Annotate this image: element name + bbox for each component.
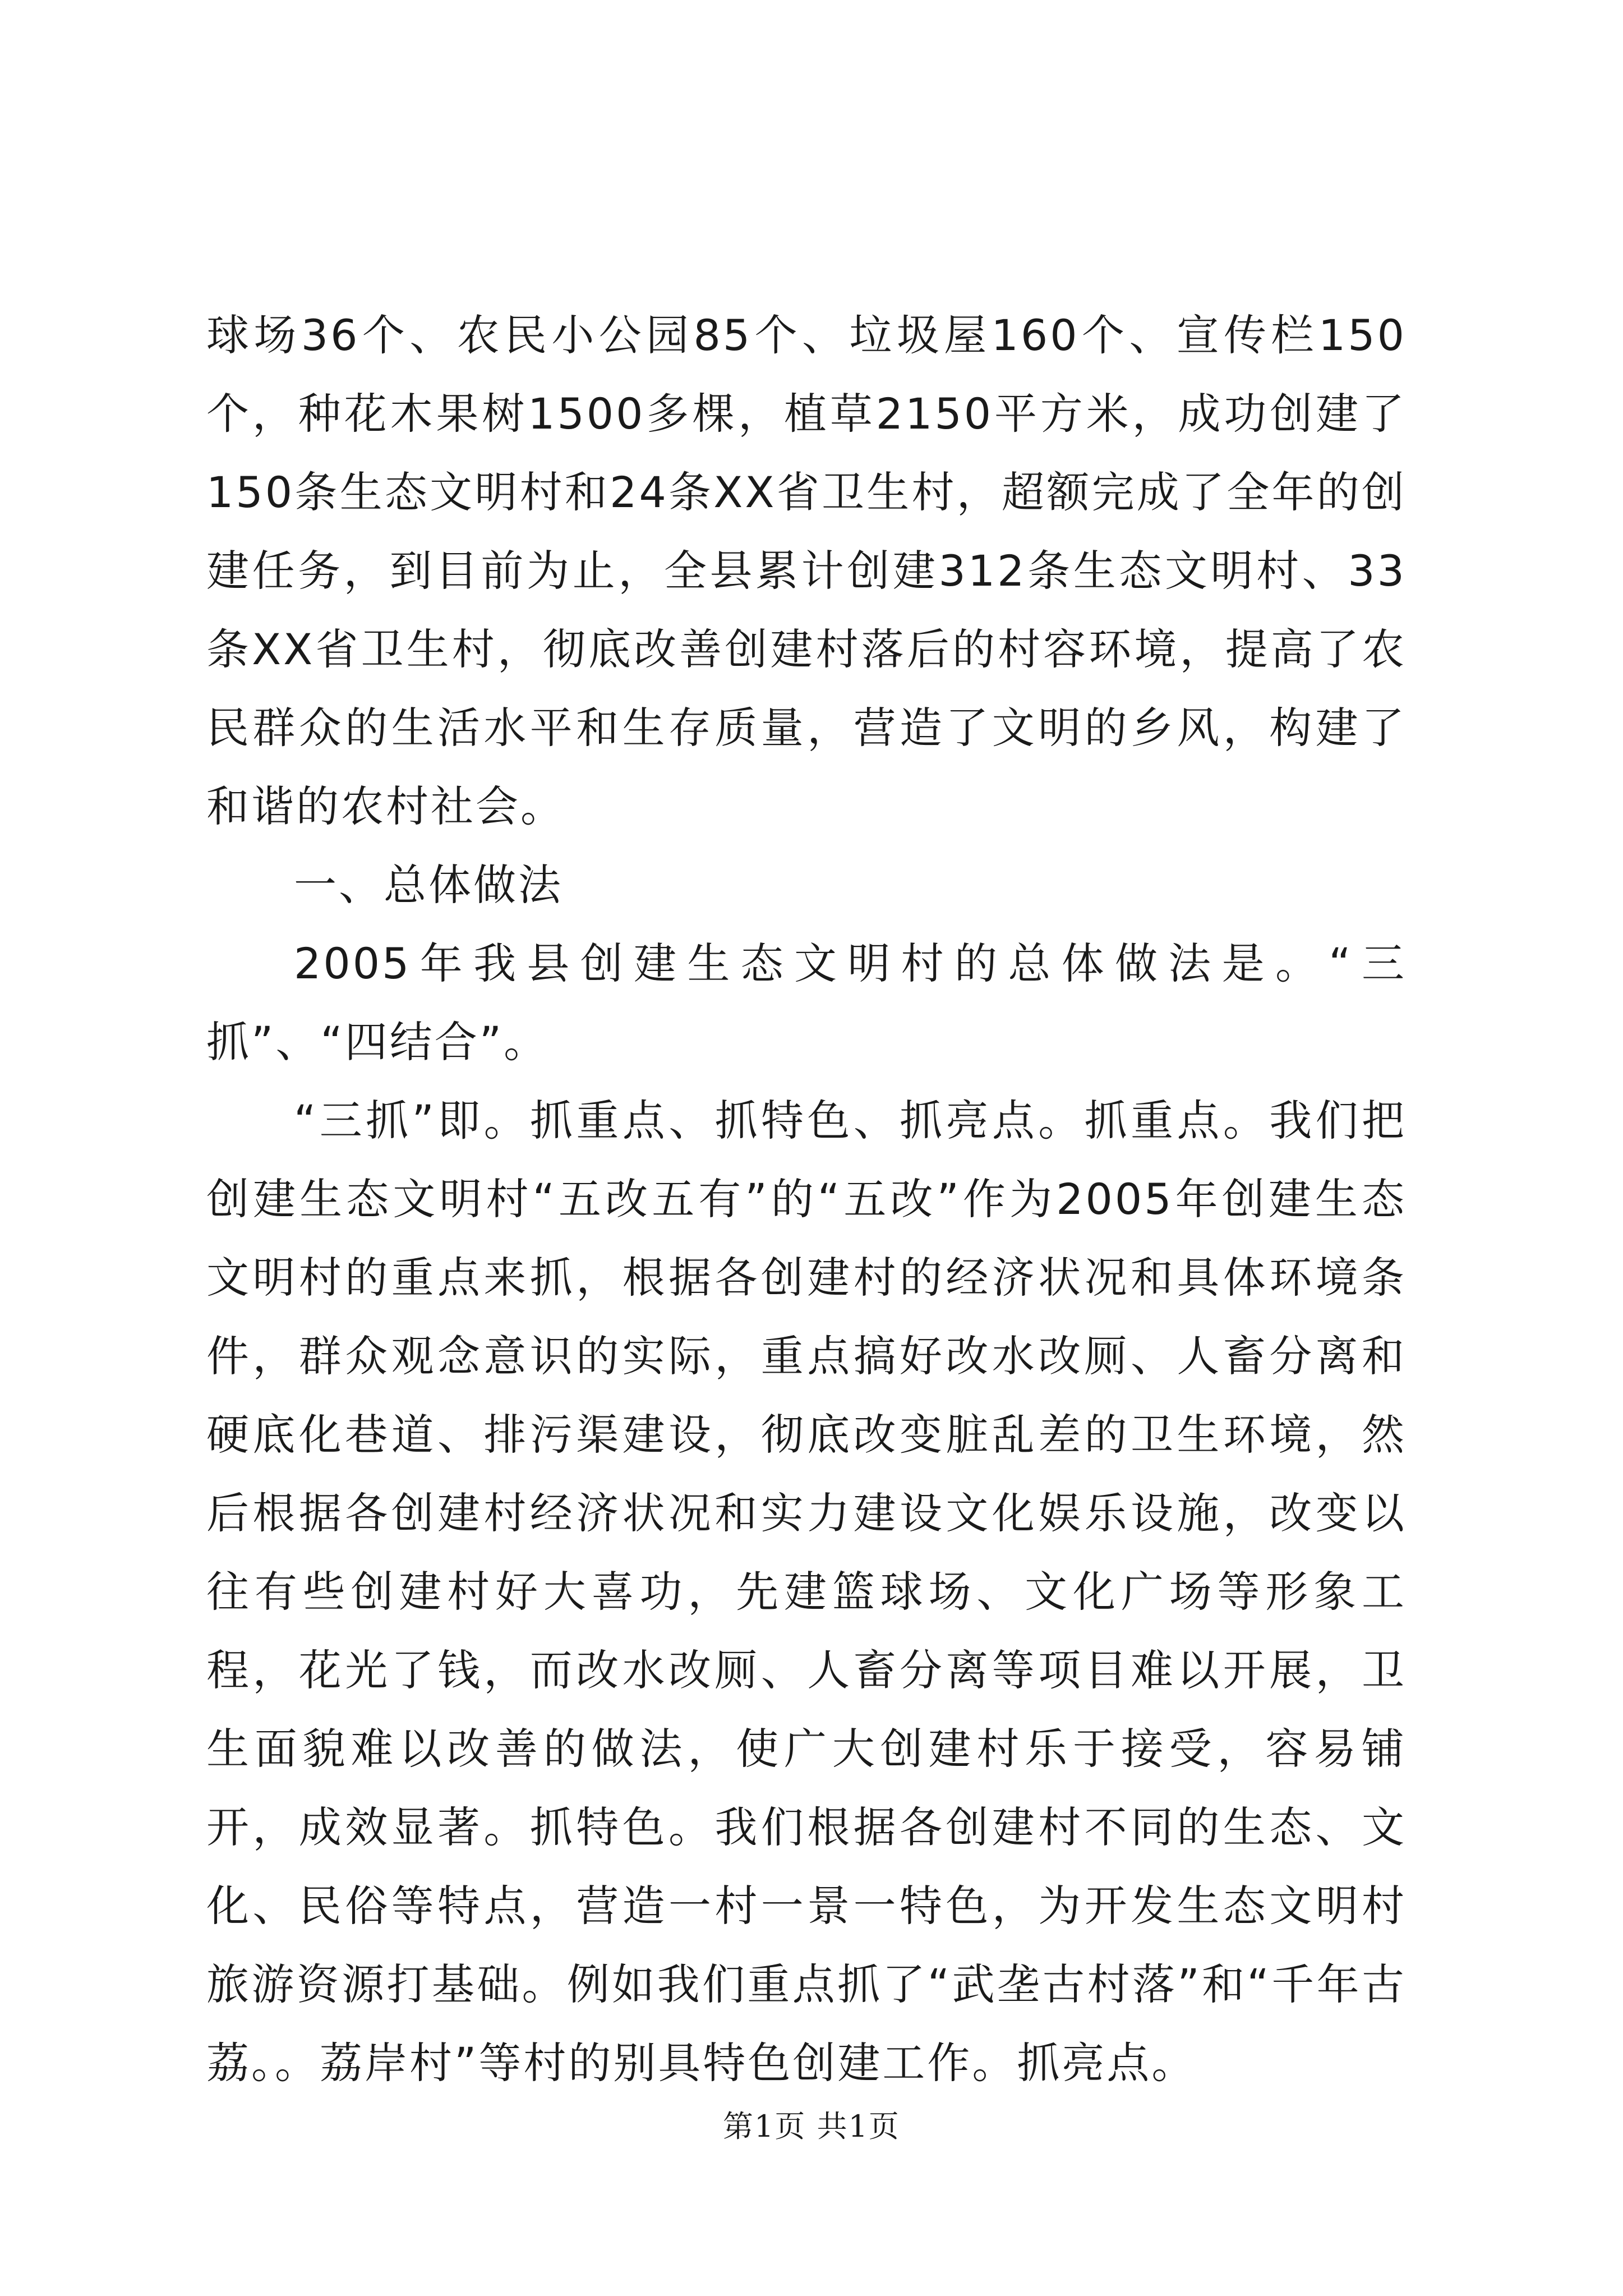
section-heading: 一、总体做法 bbox=[294, 860, 563, 910]
document-body bbox=[206, 296, 1407, 2102]
paragraph-summary: 球场36个、农民小公园85个、垃圾屋160个、宣传栏150个，种花木果树1500多棵，植草2150平方米，成功创建了150条生态文明村和24条XX省卫生村，超额完成了全年的创建任务，到目前为止，全县累计创建312条生态文明村、33条XX省卫生村，彻底改善创建村落后的村容环境，提高了农民群众的生活水平和生存质量，营造了文明的乡风，构建了和谐的农村社会。 bbox=[206, 310, 1407, 831]
paragraph-overall-approach: 2005年我县创建生态文明村的总体做法是。“三抓”、“四结合”。 bbox=[206, 938, 1407, 1067]
paragraph-three-focus: “三抓”即。抓重点、抓特色、抓亮点。抓重点。我们把创建生态文明村“五改五有”的“五改”作为2005年创建生态文明村的重点来抓，根据各创建村的经济状况和具体环境条件，群众观念意识的实际，重点搞好改水改厕、人畜分离和硬底化巷道、排污渠建设，彻底改变脏乱差的卫生环境，然后根据各创建村经济状况和实力建设文化娱乐设施，改变以往有些创建村好大喜功，先建篮球场、文化广场等形象工程，花光了钱，而改水改厕、人畜分离等项目难以开展，卫生面貌难以改善的做法，使广大创建村乐于接受，容易铺开，成效显著。抓特色。我们根据各创建村不同的生态、文化、民俗等特点，营造一村一景一特色，为开发生态文明村旅游资源打基础。例如我们重点抓了“武垄古村落”和“千年古荔。。荔岸村”等村的别具特色创建工作。抓亮点。 bbox=[206, 1096, 1407, 2088]
page-footer: 第1页 共1页 bbox=[723, 2109, 900, 2144]
